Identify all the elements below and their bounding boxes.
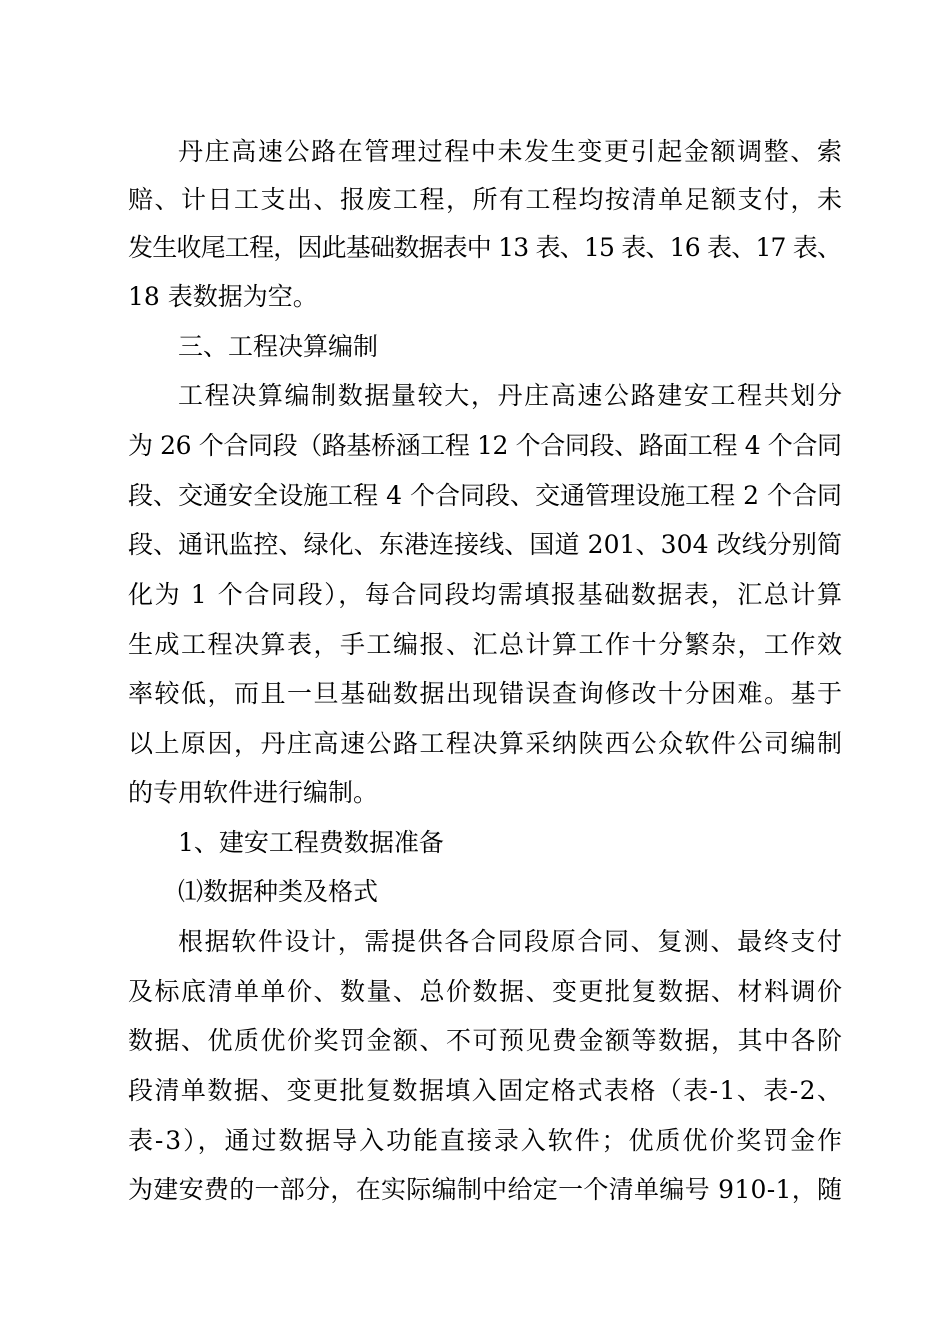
text-line: 为 26 个合同段（路基桥涵工程 12 个合同段、路面工程 4 个合同: [128, 431, 842, 460]
text-line: 生成工程决算表，手工编报、汇总计算工作十分繁杂，工作效: [128, 630, 844, 659]
text-line: 段、交通安全设施工程 4 个合同段、交通管理设施工程 2 个合同: [128, 481, 843, 510]
subsection-heading: ⑴数据种类及格式: [178, 877, 379, 906]
text-line: 以上原因，丹庄高速公路工程决算采纳陕西公众软件公司编制: [128, 729, 844, 758]
text-line: 及标底清单单价、数量、总价数据、变更批复数据、材料调价: [128, 977, 844, 1006]
subsection-heading: 1、建安工程费数据准备: [178, 828, 444, 857]
text-line: 工程决算编制数据量较大，丹庄高速公路建安工程共划分: [178, 381, 844, 410]
section-heading: 三、工程决算编制: [178, 332, 379, 361]
text-line: 表-3），通过数据导入功能直接录入软件；优质优价奖罚金作: [128, 1126, 844, 1155]
text-line: 化为 1 个合同段），每合同段均需填报基础数据表，汇总计算: [128, 580, 844, 609]
text-line: 发生收尾工程，因此基础数据表中 13 表、15 表、16 表、17 表、: [128, 233, 842, 262]
text-line: 的专用软件进行编制。: [128, 778, 379, 807]
text-line: 根据软件设计，需提供各合同段原合同、复测、最终支付: [178, 927, 844, 956]
text-line: 丹庄高速公路在管理过程中未发生变更引起金额调整、索: [178, 137, 844, 166]
text-line: 率较低，而且一旦基础数据出现错误查询修改十分困难。基于: [128, 679, 844, 708]
text-line: 为建安费的一部分，在实际编制中给定一个清单编号 910-1，随: [128, 1175, 843, 1204]
text-line: 18 表数据为空。: [128, 282, 318, 311]
text-line: 赔、计日工支出、报废工程，所有工程均按清单足额支付，未: [128, 185, 844, 214]
text-line: 段清单数据、变更批复数据填入固定格式表格（表-1、表-2、: [128, 1076, 844, 1105]
text-line: 数据、优质优价奖罚金额、不可预见费金额等数据，其中各阶: [128, 1026, 844, 1055]
text-line: 段、通讯监控、绿化、东港连接线、国道 201、304 改线分别简: [128, 530, 843, 559]
